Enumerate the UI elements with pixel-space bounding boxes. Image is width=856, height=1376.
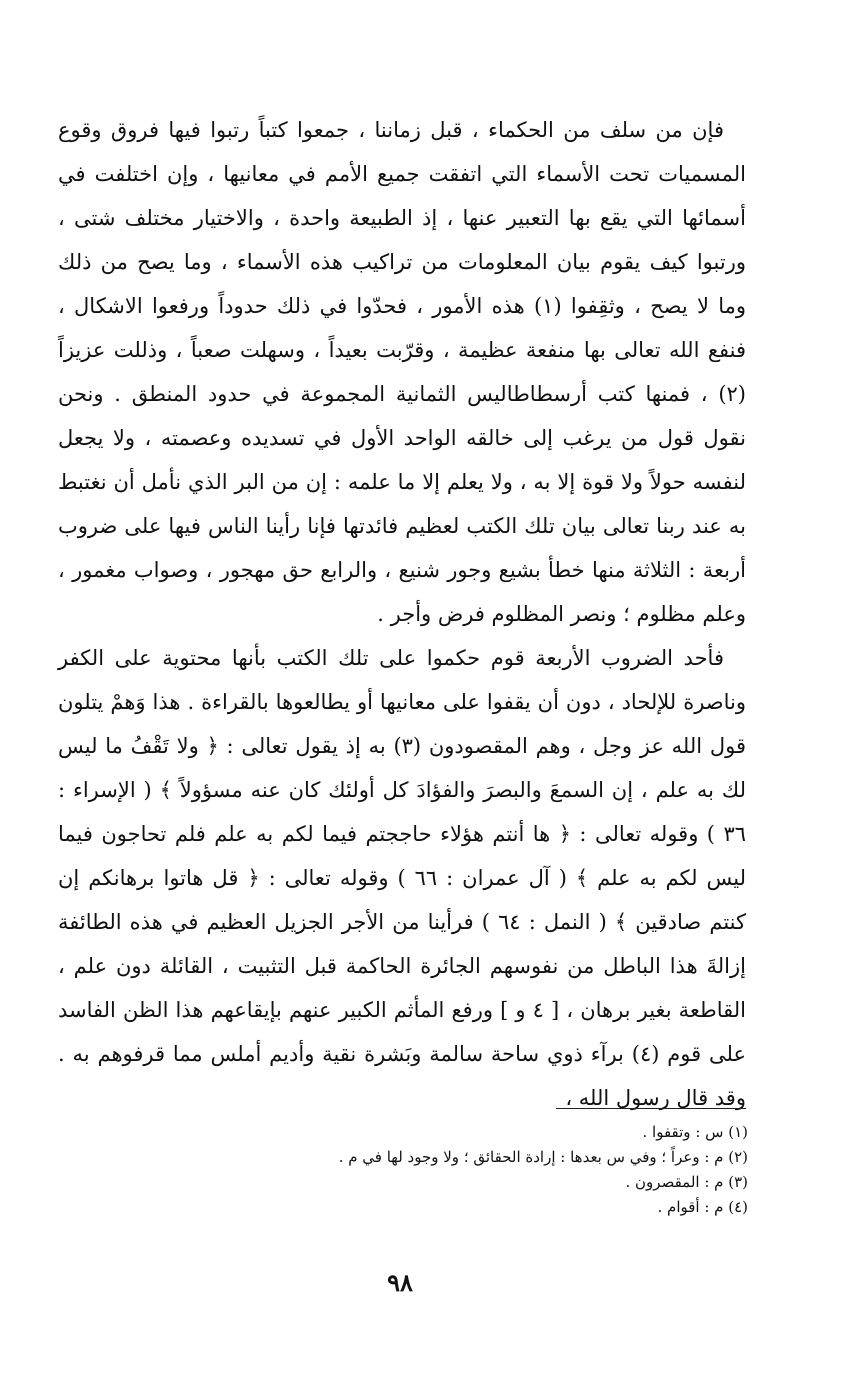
footnote-1: (١) س : وتقفوا .: [642, 1123, 748, 1141]
footnote-2: (٢) م : وعراً ؛ وفي س بعدها : إرادة الحقائق ؛ ولا وجود لها في م .: [338, 1148, 748, 1166]
main-text: [58, 108, 746, 1120]
footnote-4: (٤) م : أقوام .: [657, 1198, 748, 1216]
footnotes: [58, 1120, 748, 1220]
page-number: ٩٨: [387, 1268, 413, 1297]
footnote-separator: [556, 1108, 746, 1109]
footnote-3: (٣) م : المقصرون .: [625, 1173, 748, 1191]
paragraph-1: فإن من سلف من الحكماء ، قبل زماننا ، جمعوا كتباً رتبوا فيها فروق وقوع المسميات تحت الأسماء التي اتفقت جميع الأمم في معانيها ، وإن اختلفت في أسمائها التي يقع بها التعبير عنها ، إذ الطبيعة واحدة ، والاختيار مختلف شتى ، ورتبوا كيف يقوم بيان المعلومات من تراكيب هذه الأسماء ، وما يصح من ذلك وما لا يصح ، وثقِفوا (١) هذه الأمور ، فحدّوا في ذلك حدوداً ورفعوا الاشكال ، فنفع الله تعالى بها منفعة عظيمة ، وقرّبت بعيداً ، وسهلت صعباً ، وذللت عزيزاً (٢) ، فمنها كتب أرسطاطاليس الثمانية المجموعة في حدود المنطق . ونحن نقول قول من يرغب إلى خالقه الواحد الأول في تسديده وعصمته ، ولا يجعل لنفسه حولاً ولا قوة إلا به ، ولا يعلم إلا ما علمه : إن من البر الذي نأمل أن نغتبط به عند ربنا تعالى بيان تلك الكتب لعظيم فائدتها فإنا رأينا الناس فيها على ضروب أربعة : الثلاثة منها خطأ بشيع وجور شنيع ، والرابع حق مهجور ، وصواب مغمور ، وعلم مظلوم ؛ ونصر المظلوم فرض وأجر .: [58, 118, 746, 626]
paragraph-2: فأحد الضروب الأربعة قوم حكموا على تلك الكتب بأنها محتوية على الكفر وناصرة للإلحاد ، دون أن يقفوا على معانيها أو يطالعوها بالقراءة . هذا وَهمْ يتلون قول الله عز وجل ، وهم المقصودون (٣) به إذ يقول تعالى : ﴿ ولا تَقْفُ ما ليس لك به علم ، إن السمعَ والبصرَ والفؤادَ كل أولئك كان عنه مسؤولاً ﴾ ( الإسراء : ٣٦ ) وقوله تعالى : ﴿ ها أنتم هؤلاء حاججتم فيما لكم به علم فلم تحاجون فيما ليس لكم به علم ﴾ ( آل عمران : ٦٦ ) وقوله تعالى : ﴿ قل هاتوا برهانكم إن كنتم صادقين ﴾ ( النمل : ٦٤ ) فرأينا من الأجر الجزيل العظيم في هذه الطائفة إزالةَ هذا الباطل من نفوسهم الجائرة الحاكمة قبل التثبيت ، القائلة دون علم ، القاطعة بغير برهان ، [ ٤ و ] ورفع المأثم الكبير عنهم بإيقاعهم هذا الظن الفاسد على قوم (٤) برآء ذوي ساحة سالمة وبَشرة نقية وأديم أملس مما قرفوهم به . وقد قال رسول الله ،: [58, 646, 747, 1110]
